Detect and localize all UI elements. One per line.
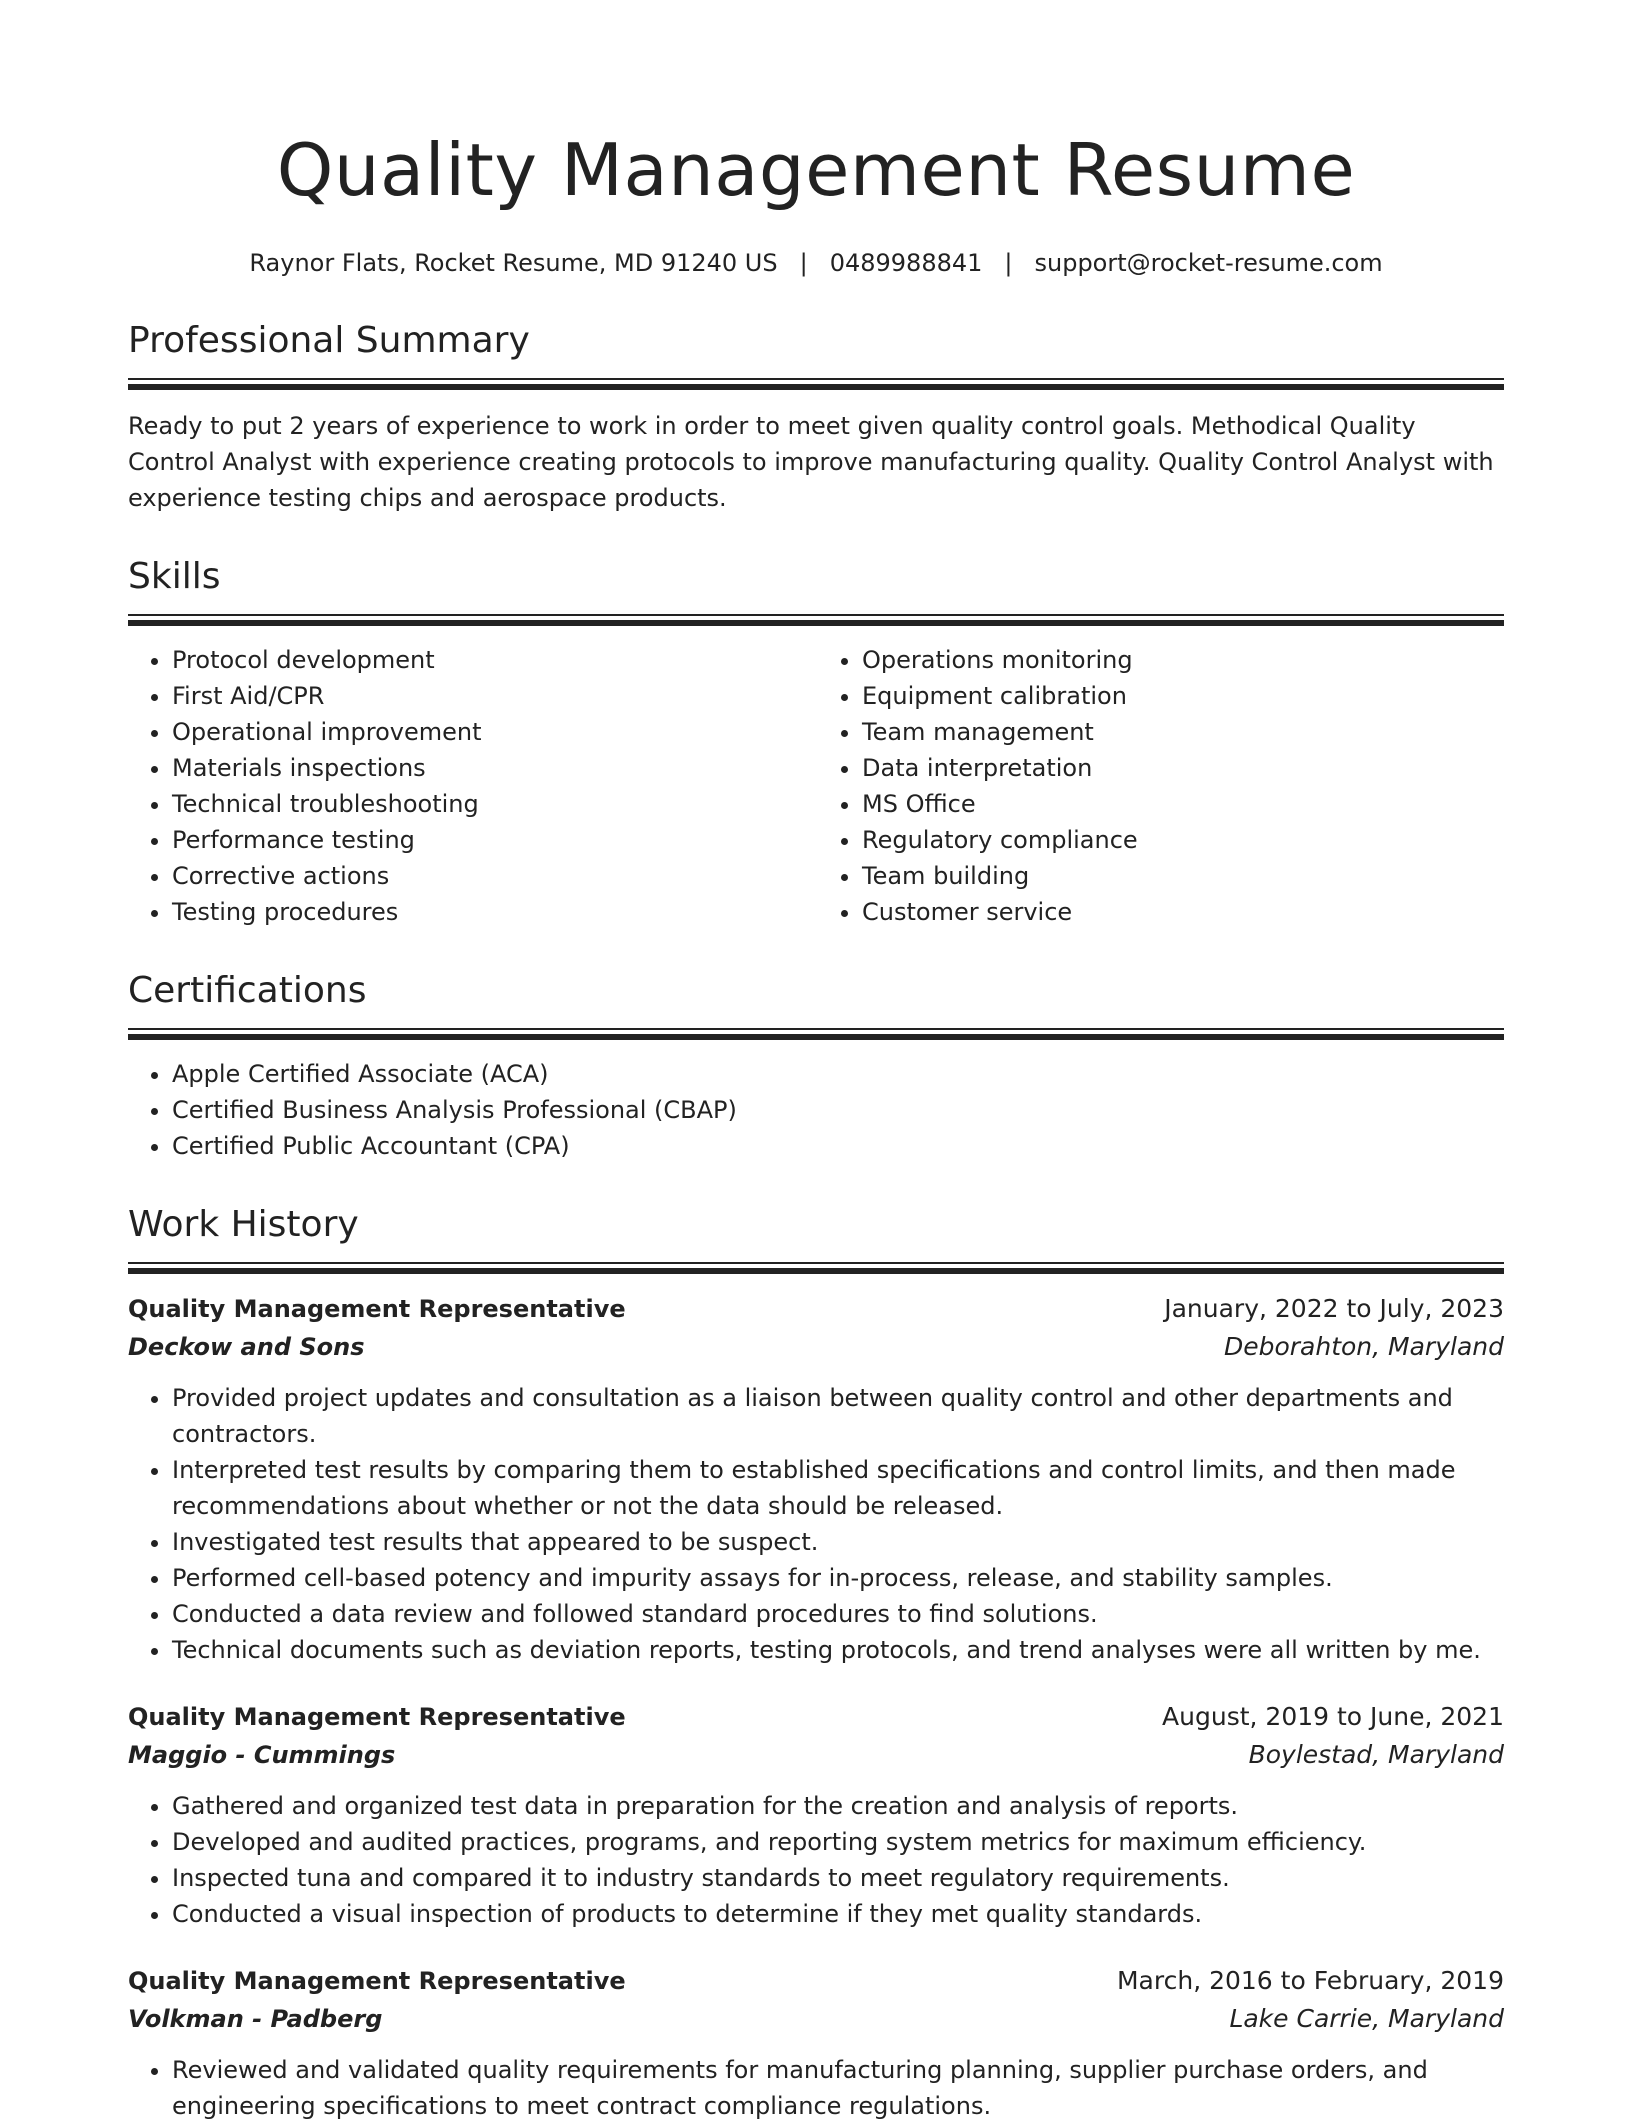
job-location: Lake Carrie, Maryland [1229, 2004, 1504, 2033]
contact-phone: 0489988841 [829, 249, 983, 277]
job-bullet: • Gathered and organized test data in preparation for the creation and analysis of reports. [172, 1788, 1504, 1824]
skill-item: • Customer service [862, 894, 1504, 930]
job-bullets [128, 1380, 1504, 1668]
section-divider [128, 1028, 1504, 1030]
skills-grid [128, 628, 1504, 930]
job-location: Deborahton, Maryland [1223, 1332, 1504, 1361]
skill-item: • Corrective actions [172, 858, 816, 894]
job-entry [128, 1698, 1504, 1932]
summary-section [128, 318, 1504, 516]
skill-item: • Materials inspections [172, 750, 816, 786]
job-title: Quality Management Representative [128, 1703, 626, 1731]
job-bullets [128, 1788, 1504, 1932]
resume-title: Quality Management Resume [276, 128, 1356, 212]
skills-list-right [816, 642, 1504, 930]
certification-item: • Certified Business Analysis Professional (CBAP) [172, 1092, 1504, 1128]
skills-section [128, 554, 1504, 930]
job-location: Boylestad, Maryland [1248, 1740, 1504, 1769]
skill-item: • Operations monitoring [862, 642, 1504, 678]
job-entry [128, 1962, 1504, 2124]
section-divider [128, 1262, 1504, 1264]
skill-item: • Team management [862, 714, 1504, 750]
job-bullet: • Reviewed and validated quality requirements for manufacturing planning, supplier purchase orders, and engineering specifications to meet contract compliance regulations. [172, 2052, 1504, 2124]
job-company: Volkman - Padberg [128, 2005, 383, 2033]
job-bullet: • Investigated test results that appeared to be suspect. [172, 1524, 1504, 1560]
skill-item: • MS Office [862, 786, 1504, 822]
work-history-heading: Work History [128, 1204, 359, 1245]
job-bullet: • Provided project updates and consultation as a liaison between quality control and other departments and contractors. [172, 1380, 1504, 1452]
contact-line [128, 246, 1504, 280]
skill-item: • Data interpretation [862, 750, 1504, 786]
job-company: Maggio - Cummings [128, 1741, 396, 1769]
skill-item: • Equipment calibration [862, 678, 1504, 714]
job-bullet: • Inspected tuna and compared it to industry standards to meet regulatory requirements. [172, 1860, 1504, 1896]
job-title: Quality Management Representative [128, 1967, 626, 1995]
skill-item: • Technical troubleshooting [172, 786, 816, 822]
certification-item: • Certified Public Accountant (CPA) [172, 1128, 1504, 1164]
work-history-section [128, 1202, 1504, 2124]
summary-heading: Professional Summary [128, 320, 530, 361]
job-bullet: • Technical documents such as deviation reports, testing protocols, and trend analyses were all written by me. [172, 1632, 1504, 1668]
certifications-heading: Certifications [128, 970, 367, 1011]
job-title: Quality Management Representative [128, 1295, 626, 1323]
skill-item: • Protocol development [172, 642, 816, 678]
contact-separator: | [1004, 249, 1013, 277]
job-bullet: • Conducted a data review and followed standard procedures to find solutions. [172, 1596, 1504, 1632]
skills-list-left [128, 642, 816, 930]
skill-item: • Team building [862, 858, 1504, 894]
job-company: Deckow and Sons [128, 1333, 365, 1361]
contact-email: support@rocket-resume.com [1034, 249, 1383, 277]
skill-item: • First Aid/CPR [172, 678, 816, 714]
job-bullets [128, 2052, 1504, 2124]
certifications-list [128, 1056, 1504, 1164]
summary-text: Ready to put 2 years of experience to work in order to meet given quality control goals. Methodical Quality Control Analyst with experience creating protocols to improve manufacturing quality. Quality Control Analyst with experience testing chips and aerospace products. [128, 412, 1494, 512]
job-dates: March, 2016 to February, 2019 [1116, 1966, 1504, 1995]
job-bullet: • Performed cell-based potency and impurity assays for in-process, release, and stability samples. [172, 1560, 1504, 1596]
job-bullet: • Developed and audited practices, programs, and reporting system metrics for maximum efficiency. [172, 1824, 1504, 1860]
section-divider [128, 614, 1504, 616]
skill-item: • Regulatory compliance [862, 822, 1504, 858]
skill-item: • Testing procedures [172, 894, 816, 930]
job-dates: January, 2022 to July, 2023 [1164, 1294, 1504, 1323]
job-bullet: • Interpreted test results by comparing them to established specifications and control limits, and then made recommendations about whether or not the data should be released. [172, 1452, 1504, 1524]
skill-item: • Performance testing [172, 822, 816, 858]
contact-separator: | [799, 249, 808, 277]
job-bullet: • Conducted a visual inspection of products to determine if they met quality standards. [172, 1896, 1504, 1932]
job-entry [128, 1290, 1504, 1668]
skills-heading: Skills [128, 556, 221, 597]
certifications-section [128, 968, 1504, 1164]
skill-item: • Operational improvement [172, 714, 816, 750]
certification-item: • Apple Certified Associate (ACA) [172, 1056, 1504, 1092]
section-divider [128, 378, 1504, 380]
job-dates: August, 2019 to June, 2021 [1162, 1702, 1504, 1731]
contact-address: Raynor Flats, Rocket Resume, MD 91240 US [249, 249, 778, 277]
